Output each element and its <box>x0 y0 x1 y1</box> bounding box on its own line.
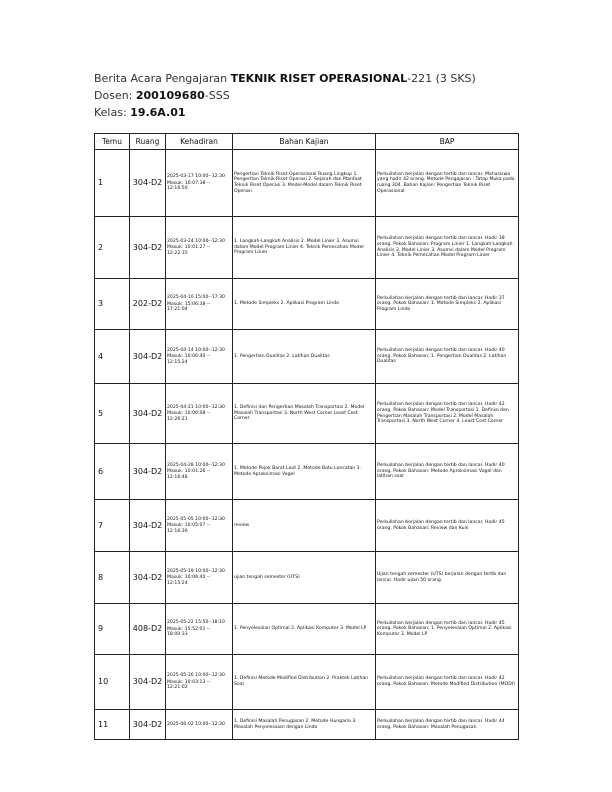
table-row <box>95 500 519 552</box>
topic-cell: 1. Metode Pojok Barat Laut 2. Metode Batu Loncatan 3. Metode Aproksimasi Vogel <box>233 444 376 500</box>
room-cell: 304-D2 <box>130 552 166 604</box>
check-in-text: Masuk: 10:07:38 -- 12:16:50 <box>167 180 211 192</box>
meeting-number-cell: 7 <box>95 500 130 552</box>
bap-cell: Perkuliahan berjalan dengan tertib dan lancar. Hadir 38 orang. Pokok Bahasan: Program Linier 1. Langkah-Langkah Analisis 2. Model Linier 3. Asumsi dalam Model Program Linier 4. Teknik Pemecahan Model Program Linier <box>376 217 519 279</box>
bap-cell: Perkuliahan berjalan dengan tertib dan lancar. Hadir 40 orang. Pokok Bahasan: 1. Pengertian Dualitas 2. Latihan Dualitas <box>376 330 519 384</box>
schedule-text: 2025-04-14 10:00--12:30 <box>167 347 225 353</box>
lecturer-line <box>94 87 534 104</box>
attendance-cell <box>166 217 233 279</box>
attendance-table <box>94 133 519 740</box>
bap-cell: Perkuliahan berjalan dengan tertib dan lancar. Mahasiswa yang hadir 42 orang. Metode Pengajaran : Tatap Muka pada ruang 304. Bahan Kajian: Pengertian Teknik Riset Operasional <box>376 150 519 217</box>
topic-cell: 1. Langkah-Langkah Analisis 2. Model Linier 3. Asumsi dalam Model Program Linier 4. Teknik Pemecahan Model Program Linier <box>233 217 376 279</box>
schedule-text: 2025-05-19 10:00--12:30 <box>167 568 225 574</box>
table-row <box>95 444 519 500</box>
room-cell: 304-D2 <box>130 710 166 740</box>
table-row <box>95 655 519 710</box>
check-in-text: Masuk: 15:06:38 -- 17:21:04 <box>167 301 211 313</box>
attendance-cell <box>166 330 233 384</box>
room-cell: 304-D2 <box>130 150 166 217</box>
lecturer-label: Dosen: <box>94 89 136 102</box>
meeting-number-cell: 6 <box>95 444 130 500</box>
lecturer-id: 200109680 <box>135 89 205 102</box>
bap-cell: Perkuliahan berjalan dengan tertib dan lancar. Hadir 44 orang. Pokok Bahasan: Masalah Penugasan <box>376 710 519 740</box>
topic-cell: 1. Definisi Metode Modified Distribution 2. Praktek Latihan Soal <box>233 655 376 710</box>
topic-cell: review <box>233 500 376 552</box>
bap-cell: Perkuliahan berjalan dengan tertib dan lancar. Hadir 45 orang. Pokok Bahasan: 1. Penyelesaian Optimal 2. Aplikasi Komputer 3. Model LP <box>376 604 519 655</box>
check-in-text: Masuk: 10:03:13 -- 12:21:02 <box>167 679 211 691</box>
bap-cell: Perkuliahan berjalan dengan tertib dan lancar. Hadir 37 orang. Pokok Bahasan: 1. Metode Simpleks 2. Aplikasi Program Lindo <box>376 279 519 330</box>
meeting-number-cell: 1 <box>95 150 130 217</box>
room-cell: 304-D2 <box>130 330 166 384</box>
check-in-text: Masuk: 10:05:07 -- 12:16:36 <box>167 523 211 534</box>
table-row <box>95 330 519 384</box>
bap-cell: Perkuliahan berjalan dengan tertib dan lancar. Hadir 42 orang. Pokok Bahasan: Metode Modified Distribution (MODI) <box>376 655 519 710</box>
attendance-cell <box>166 655 233 710</box>
meeting-number-cell: 10 <box>95 655 130 710</box>
check-in-text: Masuk: 10:06:40 -- 12:15:24 <box>167 354 211 365</box>
column-header-ruang: Ruang <box>130 134 166 150</box>
room-cell: 304-D2 <box>130 217 166 279</box>
attendance-cell <box>166 444 233 500</box>
meeting-number-cell: 9 <box>95 604 130 655</box>
schedule-text: 2025-05-05 10:00--12:30 <box>167 516 225 522</box>
table-row <box>95 217 519 279</box>
table-header-row <box>95 134 519 150</box>
meeting-number-cell: 5 <box>95 384 130 444</box>
table-row <box>95 552 519 604</box>
bap-cell: Perkuliahan berjalan dengan tertib dan lancar. Hadir 42 orang. Pokok Bahasan: Model Transportasi 1. Definisi dan Pengertian Masalah Transportasi 2. Model Masalah Transportasi 3. North West Corner 4. Least Cost Corner <box>376 384 519 444</box>
room-cell: 304-D2 <box>130 500 166 552</box>
schedule-text: 2025-03-24 10:00--12:30 <box>167 238 225 244</box>
attendance-cell <box>166 279 233 330</box>
column-header-bap: BAP <box>376 134 519 150</box>
schedule-text: 2025-06-02 10:00--12:30 <box>167 721 225 727</box>
attendance-cell <box>166 552 233 604</box>
course-prefix: Berita Acara Pengajaran <box>94 72 231 85</box>
table-row <box>95 150 519 217</box>
topic-cell: 1. Definisi dan Pengertian Masalah Transportasi 2. Model Masalah Transportasi 3. North West Corner Least Cost Corner <box>233 384 376 444</box>
topic-cell: Pengertian Teknik Riset Operasional Ruang Lingkup 1. Pengertian Teknik Riset Operasi 2. Sejarah dan Manfaat Teknik Riset Operasi 3. Model-Model dalam Teknik Riset Operasi <box>233 150 376 217</box>
course-line <box>94 70 534 87</box>
topic-cell: 1. Definisi Masalah Penugasan 2. Metode Hungaria 3. Masalah Penyelesaian dengan Lindo <box>233 710 376 740</box>
room-cell: 304-D2 <box>130 655 166 710</box>
meeting-number-cell: 4 <box>95 330 130 384</box>
bap-cell: Perkuliahan berjalan dengan tertib dan lancar. Hadir 45 orang. Pokok Bahasan: Review dan Kuis <box>376 500 519 552</box>
schedule-text: 2025-04-10 15:00--17:30 <box>167 295 225 301</box>
check-in-text: Masuk: 10:01:26 -- 12:16:48 <box>167 469 211 480</box>
column-header-kehadiran: Kehadiran <box>166 134 233 150</box>
check-in-text: Masuk: 15:52:01 -- 18:00:33 <box>167 626 211 638</box>
schedule-text: 2025-04-21 10:00--12:30 <box>167 404 225 410</box>
table-row <box>95 279 519 330</box>
lecturer-suffix: -SSS <box>204 89 230 102</box>
table-row <box>95 710 519 740</box>
room-cell: 202-D2 <box>130 279 166 330</box>
meeting-number-cell: 3 <box>95 279 130 330</box>
meeting-number-cell: 11 <box>95 710 130 740</box>
table-row <box>95 384 519 444</box>
topic-cell: 1. Penyelesaian Optimal 2. Aplikasi Komputer 3. Model LP <box>233 604 376 655</box>
class-label: Kelas: <box>94 106 131 119</box>
topic-cell: ujian tengah semester (UTS) <box>233 552 376 604</box>
schedule-text: 2025-05-22 15:50--18:10 <box>167 620 225 626</box>
schedule-text: 2025-03-17 10:00--12:30 <box>167 174 225 180</box>
attendance-cell <box>166 150 233 217</box>
class-value: 19.6A.01 <box>130 106 186 119</box>
table-body <box>95 150 519 740</box>
check-in-text: Masuk: 10:01:27 -- 12:22:35 <box>167 245 211 256</box>
bap-cell: Perkuliahan berjalan dengan tertib dan lancar. Hadir 40 orang. Pokok Bahasan: Metode Aproksimasi Vogel dan latihan soal <box>376 444 519 500</box>
room-cell: 304-D2 <box>130 444 166 500</box>
meeting-number-cell: 8 <box>95 552 130 604</box>
document-header <box>94 70 534 121</box>
room-cell: 304-D2 <box>130 384 166 444</box>
class-line <box>94 104 534 121</box>
room-cell: 408-D2 <box>130 604 166 655</box>
attendance-cell <box>166 710 233 740</box>
schedule-text: 2025-05-26 10:00--12:30 <box>167 673 225 679</box>
course-name: TEKNIK RISET OPERASIONAL <box>230 72 408 85</box>
topic-cell: 1. Pengertian Dualitas 2. Latihan Dualitas <box>233 330 376 384</box>
column-header-bahan-kajian: Bahan Kajian <box>233 134 376 150</box>
attendance-cell <box>166 384 233 444</box>
attendance-cell <box>166 500 233 552</box>
meeting-number-cell: 2 <box>95 217 130 279</box>
table-row <box>95 604 519 655</box>
course-suffix: -221 (3 SKS) <box>407 72 476 85</box>
column-header-temu: Temu <box>95 134 130 150</box>
topic-cell: 1. Metode Simpleks 2. Aplikasi Program Lindo <box>233 279 376 330</box>
bap-cell: Ujian tengah semester (UTS) berjalan dengan tertib dan lancar. Hadir ujian 50 orang. <box>376 552 519 604</box>
check-in-text: Masuk: 10:06:08 -- 12:26:21 <box>167 411 211 422</box>
schedule-text: 2025-04-28 10:00--12:30 <box>167 462 225 468</box>
check-in-text: Masuk: 10:06:40 -- 12:15:24 <box>167 575 211 586</box>
attendance-cell <box>166 604 233 655</box>
